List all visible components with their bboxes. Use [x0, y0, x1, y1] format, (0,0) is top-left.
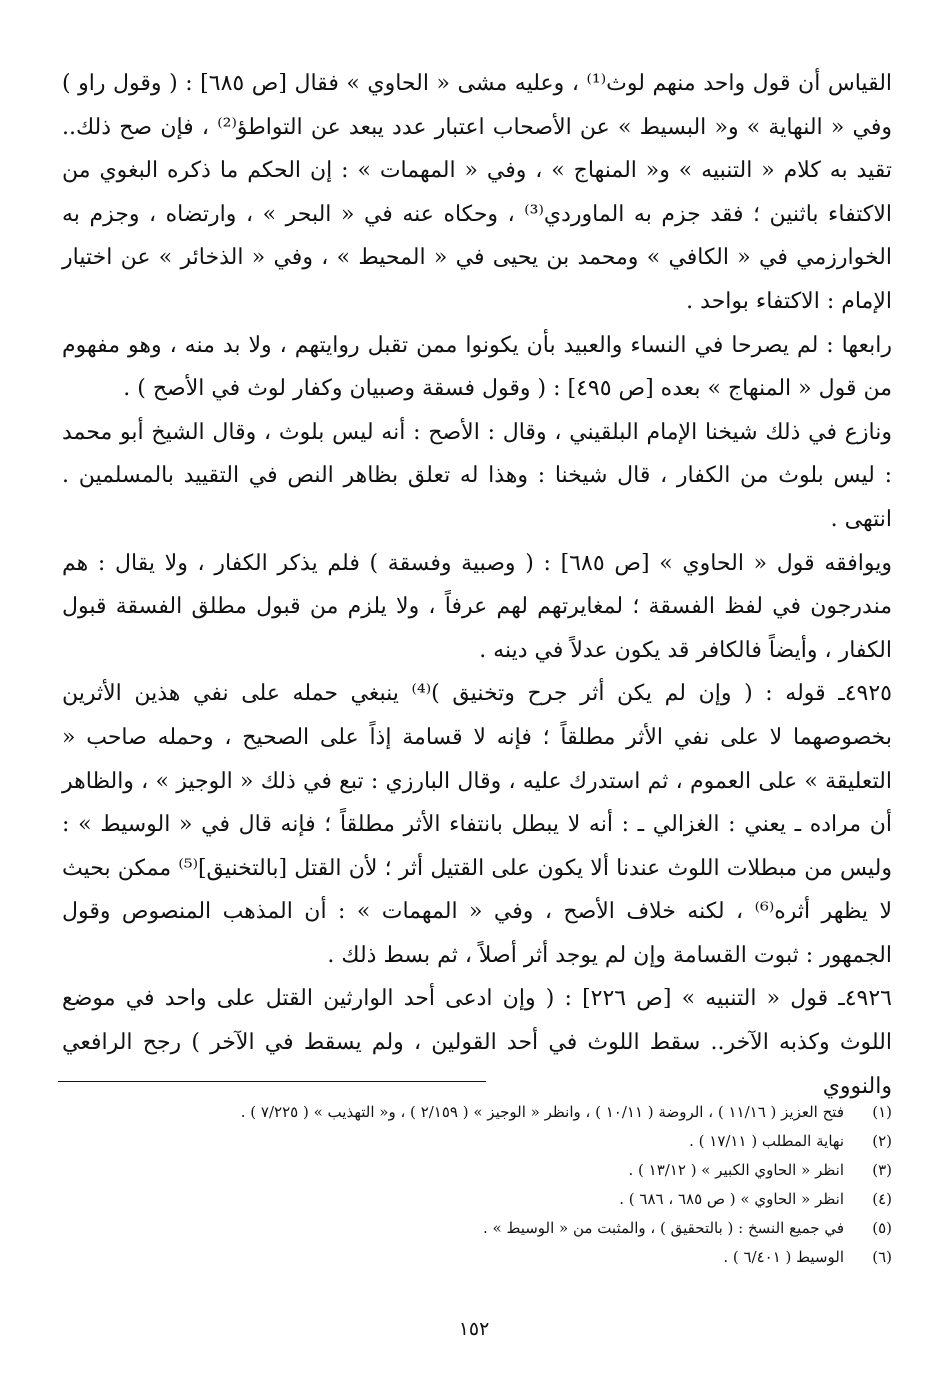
- footnote-text: نهاية المطلب ( ١٧/١١ ) .: [689, 1132, 844, 1150]
- footnote-number: (٣): [872, 1161, 892, 1179]
- footnote-divider: [58, 1081, 486, 1082]
- footnote: [62, 1243, 892, 1272]
- footnote-number: (٥): [872, 1219, 892, 1237]
- footnotes: [62, 1098, 892, 1272]
- paragraph: ٤٩٢٥ـ قوله : ( وإن لم يكن أثر جرح وتخنيق )⁽⁴⁾ ينبغي حمله على نفي هذين الأثرين بخصوصهما لا على نفي الأثر مطلقاً ؛ فإنه لا قسامة إذاً على الصحيح ، وحمله صاحب « التعليقة » على العموم ، ثم استدرك عليه ، وقال البارزي : تبع في ذلك « الوجيز » ، والظاهر أن مراده ـ يعني : الغزالي ـ : أنه لا يبطل بانتفاء الأثر مطلقاً ؛ فإنه قال في « الوسيط » : وليس من مبطلات اللوث عندنا ألا يكون على القتيل أثر ؛ لأن القتل [بالتخنيق]⁽⁵⁾ ممكن بحيث لا يظهر أثره⁽⁶⁾ ، لكنه خلاف الأصح ، وفي « المهمات » : أن المذهب المنصوص وقول الجمهور : ثبوت القسامة وإن لم يوجد أثر أصلاً ، ثم بسط ذلك .: [62, 681, 892, 968]
- footnote: [62, 1098, 892, 1127]
- paragraph: ونازع في ذلك شيخنا الإمام البلقيني ، وقال : الأصح : أنه ليس بلوث ، وقال الشيخ أبو محمد : ليس بلوث من الكفار ، قال شيخنا : وهذا له تعلق بظاهر النص في التقييد بالمسلمين . انتهى .: [62, 419, 892, 532]
- footnote: [62, 1214, 892, 1243]
- footnote-number: (٦): [872, 1248, 892, 1266]
- footnote: [62, 1127, 892, 1156]
- page-number: ١٥٢: [458, 1318, 490, 1340]
- paragraph: القياس أن قول واحد منهم لوث⁽¹⁾ ، وعليه مشى « الحاوي » فقال [ص ٦٨٥] : ( وقول راو ) وفي « النهاية » و« البسيط » عن الأصحاب اعتبار عدد يبعد عن التواطؤ⁽²⁾ ، فإن صح ذلك.. تقيد به كلام « التنبيه » و« المنهاج » ، وفي « المهمات » : إن الحكم ما ذكره البغوي من الاكتفاء باثنين ؛ فقد جزم به الماوردي⁽³⁾ ، وحكاه عنه في « البحر » ، وارتضاه ، وجزم به الخوارزمي في « الكافي » ومحمد بن يحيى في « المحيط » ، وفي « الذخائر » عن اختيار الإمام : الاكتفاء بواحد .: [62, 71, 893, 314]
- footnote-number: (١): [872, 1103, 892, 1121]
- paragraph: رابعها : لم يصرحا في النساء والعبيد بأن يكونوا ممن تقبل روايتهم ، ولا بد منه ، وهو مفهوم من قول « المنهاج » بعده [ص ٤٩٥] : ( وقول فسقة وصبيان وكفار لوث في الأصح ) .: [62, 332, 892, 402]
- footnote: [62, 1185, 892, 1214]
- paragraph: ويوافقه قول « الحاوي » [ص ٦٨٥] : ( وصبية وفسقة ) فلم يذكر الكفار ، ولا يقال : هم مندرجون في لفظ الفسقة ؛ لمغايرتهم لهم عرفاً ، ولا يلزم من قبول مطلق الفسقة قبول الكفار ، وأيضاً فالكافر قد يكون عدلاً في دينه .: [62, 550, 893, 663]
- footnote-number: (٤): [872, 1190, 892, 1208]
- footnote-text: فتح العزيز ( ١١/١٦ ) ، الروضة ( ١٠/١١ ) ، وانظر « الوجيز » ( ٢/١٥٩ ) ، و« التهذيب » ( ٧/٢٢٥ ) .: [240, 1103, 844, 1121]
- footnote-number: (٢): [872, 1132, 892, 1150]
- footnote-text: في جميع النسخ : ( بالتحقيق ) ، والمثبت من « الوسيط » .: [482, 1219, 844, 1237]
- paragraph: ٤٩٢٦ـ قول « التنبيه » [ص ٢٢٦] : ( وإن ادعى أحد الوارثين القتل على واحد في موضع اللوث وكذبه الآخر.. سقط اللوث في أحد القولين ، ولم يسقط في الآخر ) رجح الرافعي والنووي: [62, 986, 892, 1099]
- footnote-text: انظر « الحاوي الكبير » ( ١٣/١٢ ) .: [628, 1161, 844, 1179]
- main-text: [62, 62, 892, 1108]
- footnote: [62, 1156, 892, 1185]
- footnote-text: انظر « الحاوي » ( ص ٦٨٥ ، ٦٨٦ ) .: [619, 1190, 844, 1208]
- footnote-text: الوسيط ( ٦/٤٠١ ) .: [723, 1248, 844, 1266]
